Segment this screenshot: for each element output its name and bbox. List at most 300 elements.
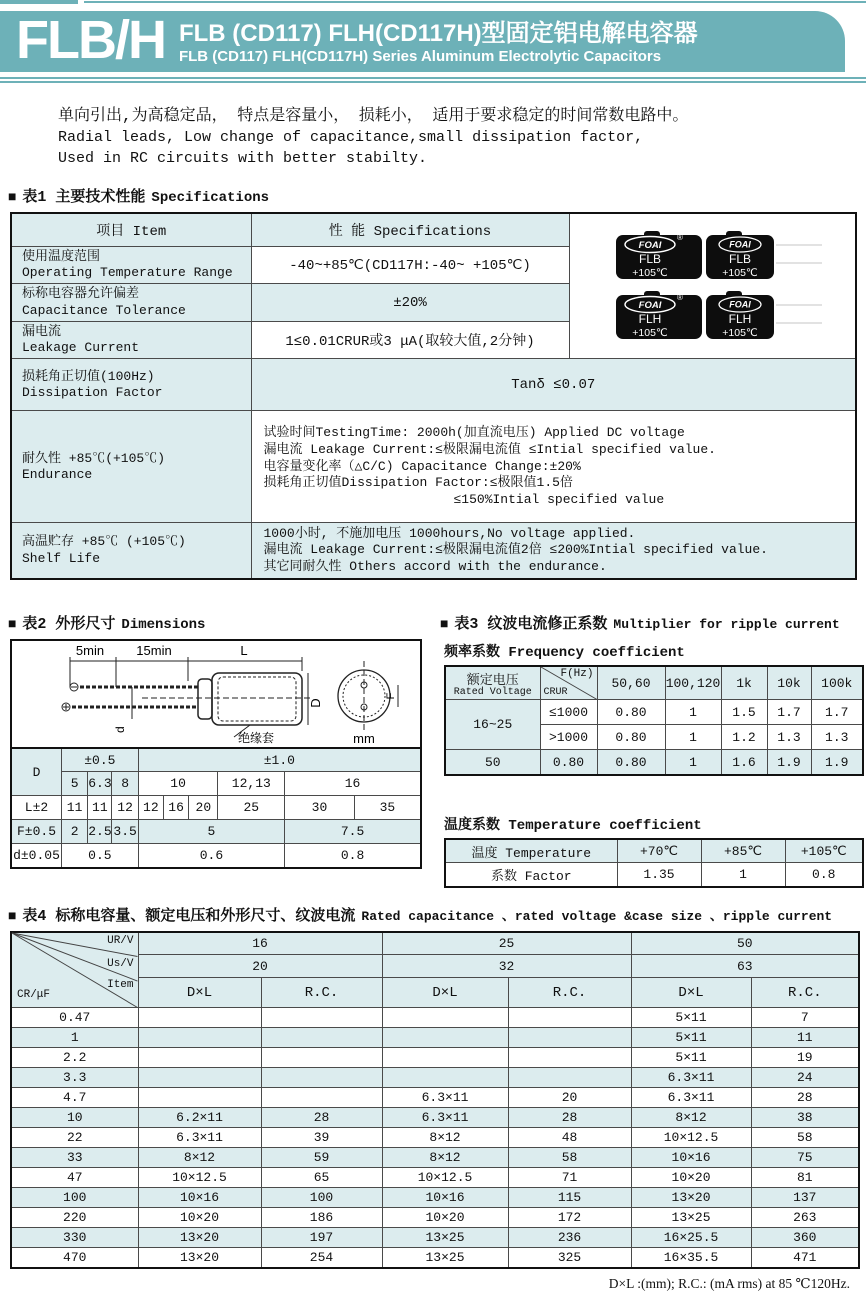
cap-temp-label: +105℃ bbox=[721, 327, 758, 340]
ratings-cell: 10×20 bbox=[631, 1168, 751, 1188]
dim-l-value: 20 bbox=[189, 796, 218, 820]
dim-l-label: L bbox=[240, 642, 248, 658]
ratings-cell bbox=[261, 1008, 382, 1028]
ratings-cell: 6.3×11 bbox=[631, 1068, 751, 1088]
table-row bbox=[445, 700, 863, 725]
capacitance-axis: CR/μF bbox=[17, 989, 51, 1002]
ratings-row bbox=[11, 1108, 859, 1128]
capacitor-photos-cell bbox=[569, 213, 856, 359]
dim-dlead-value: 0.6 bbox=[138, 844, 284, 868]
ratings-cell: 59 bbox=[261, 1148, 382, 1168]
brand-logo: FOAI bbox=[728, 299, 751, 310]
banner-title-cn: FLB (CD117) FLH(CD117H)型固定铝电解电容器 bbox=[178, 20, 698, 48]
brand-logo: FOAI bbox=[638, 300, 661, 312]
dim-f-value: 2.5 bbox=[88, 820, 112, 844]
freq-col: 1k bbox=[721, 666, 767, 700]
dim-f-header: F±0.5 bbox=[11, 820, 61, 844]
ratings-cell: 5×11 bbox=[631, 1008, 751, 1028]
ripple-column bbox=[432, 596, 866, 888]
freq-cell: ≤1000 bbox=[540, 700, 597, 725]
ratings-cell: 58 bbox=[751, 1128, 859, 1148]
brand-logo: FOAI bbox=[728, 239, 751, 250]
item-en: Shelf Life bbox=[22, 550, 101, 566]
table3-heading-en: Multiplier for ripple current bbox=[613, 616, 840, 632]
spec-value: 1≤0.01CRUR或3 μA(取较大值,2分钟) bbox=[251, 321, 569, 359]
series-banner bbox=[0, 11, 845, 72]
ratings-cell: 2.2 bbox=[11, 1048, 138, 1068]
dim-size: 12,13 bbox=[218, 772, 285, 796]
col-header-spec: 性 能 Specifications bbox=[251, 213, 569, 246]
shelf-line: 1000小时, 不施加电压 1000hours,No voltage applied. bbox=[263, 525, 636, 541]
ratings-cell: 16×35.5 bbox=[631, 1248, 751, 1268]
top-rule bbox=[0, 0, 866, 6]
temp-header: +105℃ bbox=[785, 839, 863, 863]
freq-cell: 1.6 bbox=[721, 750, 767, 775]
ratings-cell: 10×20 bbox=[138, 1208, 261, 1228]
ratings-cell: 13×20 bbox=[138, 1248, 261, 1268]
sleeve-label: 绝缘套 bbox=[238, 730, 275, 745]
col-header-item: 项目 Item bbox=[11, 213, 251, 246]
ratings-cell: 6.3×11 bbox=[382, 1088, 508, 1108]
ratings-cell: 10×16 bbox=[382, 1188, 508, 1208]
dimensions-column bbox=[0, 596, 432, 888]
ratings-row bbox=[11, 1028, 859, 1048]
section-bullet-icon: ■ bbox=[8, 190, 17, 207]
ratings-cell: 5×11 bbox=[631, 1028, 751, 1048]
dim-l-value: 12 bbox=[112, 796, 138, 820]
surge-voltage-value: 20 bbox=[138, 955, 382, 978]
ratings-cell: 13×25 bbox=[631, 1208, 751, 1228]
ratings-cell: 10×16 bbox=[631, 1148, 751, 1168]
ratings-table-body bbox=[11, 1008, 859, 1268]
top-rule-segment bbox=[0, 0, 78, 4]
ratings-cell: 115 bbox=[508, 1188, 631, 1208]
ratings-cell: 220 bbox=[11, 1208, 138, 1228]
ratings-cell: 6.3×11 bbox=[631, 1088, 751, 1108]
ratings-cell bbox=[261, 1068, 382, 1088]
intro-en2: Used in RC circuits with better stabilty. bbox=[58, 150, 428, 168]
ratings-cell: 28 bbox=[751, 1088, 859, 1108]
table4-heading-en: Rated capacitance 、rated voltage &case size 、ripple current bbox=[361, 908, 833, 924]
ratings-cell: 65 bbox=[261, 1168, 382, 1188]
middle-section bbox=[0, 596, 866, 888]
ratings-cell: 6.2×11 bbox=[138, 1108, 261, 1128]
freq-cell: 1.5 bbox=[721, 700, 767, 725]
ratings-cell: 471 bbox=[751, 1248, 859, 1268]
ratings-cell: 137 bbox=[751, 1188, 859, 1208]
section-bullet-icon: ■ bbox=[440, 616, 449, 633]
dim-5min-label: 5min bbox=[75, 642, 105, 658]
dim-size: 16 bbox=[285, 772, 421, 796]
ratings-cell: 197 bbox=[261, 1228, 382, 1248]
freq-cell: 1 bbox=[665, 725, 721, 750]
table-row bbox=[11, 411, 856, 523]
table-row bbox=[445, 863, 863, 887]
ratings-row bbox=[11, 1128, 859, 1148]
section-bullet-icon: ■ bbox=[8, 616, 17, 633]
freq-col: 100k bbox=[811, 666, 863, 700]
freq-cell: 1.7 bbox=[767, 700, 811, 725]
freq-cell: 0.80 bbox=[597, 750, 665, 775]
ratings-cell: 263 bbox=[751, 1208, 859, 1228]
section-bullet-icon: ■ bbox=[8, 908, 17, 925]
ratings-cell: 38 bbox=[751, 1108, 859, 1128]
spec-item-label bbox=[11, 321, 251, 359]
freq-cell: 50 bbox=[445, 750, 540, 775]
table-row bbox=[11, 748, 421, 772]
ratings-cell: 13×20 bbox=[138, 1228, 261, 1248]
table1-heading-cn: 表1 主要技术性能 bbox=[22, 189, 146, 207]
brand-logo: FOAI bbox=[638, 240, 661, 252]
endurance-line: 电容量变化率（△C/C) Capacitance Change:±20% bbox=[263, 458, 581, 474]
freq-coefficient-subtitle: 频率系数 Frequency coefficient bbox=[444, 644, 685, 661]
ratings-cell: 24 bbox=[751, 1068, 859, 1088]
ratings-cell: 10×12.5 bbox=[631, 1128, 751, 1148]
ratings-cell: 75 bbox=[751, 1148, 859, 1168]
rated-voltage-value: 16 bbox=[138, 932, 382, 955]
ratings-cell bbox=[382, 1028, 508, 1048]
ratings-cell: 360 bbox=[751, 1228, 859, 1248]
capacitor-image-flh bbox=[614, 290, 824, 342]
item-col-header: R.C. bbox=[751, 978, 859, 1008]
dim-l-value: 25 bbox=[218, 796, 285, 820]
dim-15min-label: 15min bbox=[136, 642, 172, 658]
spec-value: -40~+85℃(CD117H:-40~ +105℃) bbox=[251, 246, 569, 284]
ratings-cell: 10×16 bbox=[138, 1188, 261, 1208]
registered-mark: ® bbox=[676, 293, 683, 303]
ratings-cell bbox=[508, 1068, 631, 1088]
dim-l-value: 11 bbox=[61, 796, 87, 820]
ratings-cell: 13×20 bbox=[631, 1188, 751, 1208]
ratings-cell: 13×25 bbox=[382, 1248, 508, 1268]
dim-tolerance: ±0.5 bbox=[61, 748, 138, 772]
ratings-row bbox=[11, 1248, 859, 1268]
ratings-row bbox=[11, 1168, 859, 1188]
table-row bbox=[11, 796, 421, 820]
ratings-row bbox=[11, 1208, 859, 1228]
table4-heading bbox=[8, 904, 866, 925]
cap-temp-label: +105℃ bbox=[631, 327, 668, 340]
table-row bbox=[11, 955, 859, 978]
ratings-cell: 254 bbox=[261, 1248, 382, 1268]
table-row bbox=[445, 666, 863, 700]
table-row bbox=[11, 772, 421, 796]
table-row bbox=[11, 213, 856, 246]
surge-voltage-value: 32 bbox=[382, 955, 631, 978]
table-row bbox=[11, 844, 421, 868]
corner-diagonal-cell bbox=[11, 932, 138, 1008]
freq-axis-label: F(Hz) bbox=[560, 667, 594, 680]
dim-dlead-value: 0.8 bbox=[285, 844, 421, 868]
item-cn: 耐久性 +85℃(+105℃) bbox=[22, 450, 166, 466]
banner-title-en: FLB (CD117) FLH(CD117H) Series Aluminum Electrolytic Capacitors bbox=[178, 47, 662, 65]
temp-coefficient-subtitle: 温度系数 Temperature coefficient bbox=[444, 817, 702, 834]
ratings-cell: 325 bbox=[508, 1248, 631, 1268]
ratings-cell: 33 bbox=[11, 1148, 138, 1168]
ratings-row bbox=[11, 1228, 859, 1248]
ratings-cell: 16×25.5 bbox=[631, 1228, 751, 1248]
capacitor-image-flb bbox=[614, 230, 824, 282]
ratings-cell: 7 bbox=[751, 1008, 859, 1028]
intro-cn: 单向引出,为高稳定品， 特点是容量小， 损耗小， 适用于要求稳定的时间常数电路中。 bbox=[58, 107, 689, 125]
table-row bbox=[11, 523, 856, 579]
ratings-cell: 1 bbox=[11, 1028, 138, 1048]
ratings-cell: 58 bbox=[508, 1148, 631, 1168]
table4-heading-cn: 表4 标称电容量、额定电压和外形尺寸、纹波电流 bbox=[22, 907, 356, 925]
ratings-cell: 20 bbox=[508, 1088, 631, 1108]
ratings-cell bbox=[508, 1048, 631, 1068]
freq-cell: 1.3 bbox=[811, 725, 863, 750]
ratings-table bbox=[10, 931, 860, 1269]
cap-series-label: FLH bbox=[638, 312, 661, 327]
capacitor-outline-drawing bbox=[12, 641, 420, 745]
temp-factor: 系数 Factor bbox=[445, 863, 617, 887]
item-col-header: D×L bbox=[382, 978, 508, 1008]
ratings-row bbox=[11, 1048, 859, 1068]
units-footnote: D×L :(mm); R.C.: (mA rms) at 85 ℃120Hz. bbox=[608, 1275, 850, 1291]
dim-l-value: 16 bbox=[163, 796, 188, 820]
ratings-cell bbox=[382, 1068, 508, 1088]
ratings-cell bbox=[261, 1048, 382, 1068]
item-en: Endurance bbox=[22, 466, 93, 482]
ratings-cell: 13×25 bbox=[382, 1228, 508, 1248]
intro-en1: Radial leads, Low change of capacitance,small dissipation factor, bbox=[58, 129, 644, 147]
freq-cell: 1.2 bbox=[721, 725, 767, 750]
ratings-cell bbox=[261, 1028, 382, 1048]
item-col-header: D×L bbox=[631, 978, 751, 1008]
ratings-cell: 330 bbox=[11, 1228, 138, 1248]
rated-voltage-header bbox=[445, 666, 540, 700]
cap-series-label: FLB bbox=[638, 252, 661, 267]
item-en: Operating Temperature Range bbox=[22, 265, 233, 281]
freq-col: 100,120 bbox=[665, 666, 721, 700]
temp-factor: 1 bbox=[701, 863, 785, 887]
rated-voltage-value: 50 bbox=[631, 932, 859, 955]
table2-heading-cn: 表2 外形尺寸 bbox=[22, 615, 116, 633]
registered-mark: ® bbox=[676, 233, 683, 243]
dim-f-value: 3.5 bbox=[112, 820, 138, 844]
dimension-table bbox=[10, 747, 422, 869]
item-col-header: R.C. bbox=[261, 978, 382, 1008]
table2-heading-en: Dimensions bbox=[121, 616, 206, 633]
freq-cell: 1.7 bbox=[811, 700, 863, 725]
ratings-cell: 186 bbox=[261, 1208, 382, 1228]
ratings-cell: 470 bbox=[11, 1248, 138, 1268]
endurance-line: 试验时间TestingTime: 2000h(加直流电压) Applied DC voltage bbox=[263, 425, 685, 441]
ratings-cell: 39 bbox=[261, 1128, 382, 1148]
spec-item-label bbox=[11, 359, 251, 411]
ratings-cell bbox=[138, 1088, 261, 1108]
freq-cell: 0.80 bbox=[597, 700, 665, 725]
freq-cell: >1000 bbox=[540, 725, 597, 750]
spec-value: ±20% bbox=[251, 284, 569, 322]
intro-paragraph bbox=[58, 105, 866, 169]
ratings-row bbox=[11, 1008, 859, 1028]
temp-header: 温度 Temperature bbox=[445, 839, 617, 863]
item-en: Dissipation Factor bbox=[22, 384, 163, 400]
unit-label: mm bbox=[353, 730, 375, 746]
dim-size: 5 bbox=[61, 772, 87, 796]
table1-heading-en: Specifications bbox=[151, 190, 270, 207]
dim-d-small-label: d bbox=[113, 726, 127, 733]
ratings-cell: 10 bbox=[11, 1108, 138, 1128]
dim-l-value: 30 bbox=[285, 796, 355, 820]
dim-tolerance: ±1.0 bbox=[138, 748, 421, 772]
ratings-row bbox=[11, 1068, 859, 1088]
ratings-cell: 100 bbox=[261, 1188, 382, 1208]
ratings-cell bbox=[138, 1008, 261, 1028]
cap-series-label: FLB bbox=[728, 252, 751, 267]
freq-cell: 0.80 bbox=[540, 750, 597, 775]
spec-item-label bbox=[11, 523, 251, 579]
cap-temp-label: +105℃ bbox=[631, 267, 668, 280]
surge-voltage-axis: Us/V bbox=[107, 957, 134, 970]
temp-factor: 1.35 bbox=[617, 863, 701, 887]
item-cn: 损耗角正切值(100Hz) bbox=[22, 368, 155, 384]
ratings-cell bbox=[382, 1008, 508, 1028]
spec-item-label bbox=[11, 246, 251, 284]
cap-temp-label: +105℃ bbox=[721, 267, 758, 280]
ratings-cell: 8×12 bbox=[631, 1108, 751, 1128]
item-en: Leakage Current bbox=[22, 340, 140, 356]
item-en: Capacitance Tolerance bbox=[22, 302, 186, 318]
endurance-line: 漏电流 Leakage Current:≤极限漏电流值 ≤Intial specified value. bbox=[263, 441, 716, 457]
freq-cell: 1 bbox=[665, 700, 721, 725]
dim-f-value: 5 bbox=[138, 820, 284, 844]
series-code: FLB/H bbox=[16, 9, 165, 70]
ratings-cell: 28 bbox=[261, 1108, 382, 1128]
freq-cell: 1.9 bbox=[767, 750, 811, 775]
ratings-cell: 8×12 bbox=[382, 1148, 508, 1168]
ratings-cell: 8×12 bbox=[382, 1128, 508, 1148]
ratings-cell bbox=[508, 1028, 631, 1048]
ratings-cell: 48 bbox=[508, 1128, 631, 1148]
ratings-cell bbox=[138, 1028, 261, 1048]
surge-voltage-value: 63 bbox=[631, 955, 859, 978]
ratings-cell: 81 bbox=[751, 1168, 859, 1188]
table-row bbox=[11, 359, 856, 411]
item-cn: 使用温度范围 bbox=[22, 248, 101, 264]
freq-cell: 1.3 bbox=[767, 725, 811, 750]
voltage-group: 16~25 bbox=[445, 700, 540, 750]
endurance-value bbox=[251, 411, 856, 523]
freq-diagonal-header bbox=[540, 666, 597, 700]
endurance-line: ≤150%Intial specified value bbox=[453, 491, 665, 507]
dimension-drawing bbox=[10, 639, 422, 747]
dim-l-value: 12 bbox=[138, 796, 163, 820]
item-axis: Item bbox=[107, 978, 134, 991]
spec-value: Tanδ ≤0.07 bbox=[251, 359, 856, 411]
dim-d-big-label: D bbox=[308, 698, 323, 708]
ratings-cell: 10×12.5 bbox=[138, 1168, 261, 1188]
dim-size: 10 bbox=[138, 772, 218, 796]
rated-voltage-axis: UR/V bbox=[107, 934, 134, 947]
ratings-cell: 22 bbox=[11, 1128, 138, 1148]
dim-f-value: 7.5 bbox=[285, 820, 421, 844]
dim-size: 8 bbox=[112, 772, 138, 796]
rated-voltage-value: 25 bbox=[382, 932, 631, 955]
ratings-row bbox=[11, 1088, 859, 1108]
table3-heading bbox=[440, 612, 866, 633]
ratings-cell: 28 bbox=[508, 1108, 631, 1128]
ratings-cell bbox=[382, 1048, 508, 1068]
banner-titles bbox=[179, 18, 698, 65]
item-cn: 标称电容器允许偏差 bbox=[22, 286, 140, 302]
ratings-cell: 6.3×11 bbox=[138, 1128, 261, 1148]
dim-f-value: 2 bbox=[61, 820, 87, 844]
ratings-row bbox=[11, 1188, 859, 1208]
dim-size: 6.3 bbox=[88, 772, 112, 796]
ratings-table-head bbox=[11, 932, 859, 1008]
temp-factor: 0.8 bbox=[785, 863, 863, 887]
freq-cell: 0.80 bbox=[597, 725, 665, 750]
table-row bbox=[11, 932, 859, 955]
dim-l-value: 35 bbox=[354, 796, 421, 820]
table3-heading-cn: 表3 纹波电流修正系数 bbox=[454, 615, 608, 633]
endurance-line: 损耗角正切值Dissipation Factor:≤极限值1.5倍 bbox=[263, 475, 573, 491]
crur-axis-label: CRUR bbox=[543, 687, 568, 699]
dim-dlead-value: 0.5 bbox=[61, 844, 138, 868]
table1-heading bbox=[8, 185, 866, 206]
freq-col: 10k bbox=[767, 666, 811, 700]
dim-l-header: L±2 bbox=[11, 796, 61, 820]
ratings-cell bbox=[261, 1088, 382, 1108]
ratings-cell: 172 bbox=[508, 1208, 631, 1228]
ratings-cell bbox=[138, 1048, 261, 1068]
specifications-table bbox=[10, 212, 857, 580]
dim-d-header: D bbox=[11, 748, 61, 796]
freq-cell: 1 bbox=[665, 750, 721, 775]
ratings-row bbox=[11, 1148, 859, 1168]
cap-series-label: FLH bbox=[728, 312, 751, 327]
table-row bbox=[11, 820, 421, 844]
temp-header: +70℃ bbox=[617, 839, 701, 863]
ratings-cell: 6.3×11 bbox=[382, 1108, 508, 1128]
ratings-cell: 10×20 bbox=[382, 1208, 508, 1228]
freq-cell: 1.9 bbox=[811, 750, 863, 775]
table-row bbox=[11, 978, 859, 1008]
ratings-cell bbox=[138, 1068, 261, 1088]
item-col-header: D×L bbox=[138, 978, 261, 1008]
ratings-cell: 3.3 bbox=[11, 1068, 138, 1088]
temp-header: +85℃ bbox=[701, 839, 785, 863]
ratings-cell: 236 bbox=[508, 1228, 631, 1248]
dim-dlead-header: d±0.05 bbox=[11, 844, 61, 868]
shelf-line: 漏电流 Leakage Current:≤极限漏电流值2倍 ≤200%Intial specified value. bbox=[263, 542, 768, 558]
top-rule-line bbox=[84, 1, 866, 3]
ratings-cell: 5×11 bbox=[631, 1048, 751, 1068]
dim-l-value: 11 bbox=[88, 796, 112, 820]
ratings-cell: 19 bbox=[751, 1048, 859, 1068]
shelf-line: 其它同耐久性 Others accord with the endurance. bbox=[263, 558, 607, 574]
ratings-cell bbox=[508, 1008, 631, 1028]
freq-col: 50,60 bbox=[597, 666, 665, 700]
capacitor-photos bbox=[576, 230, 850, 342]
shelf-life-value bbox=[251, 523, 856, 579]
rated-voltage-cn: 额定电压 bbox=[466, 672, 519, 688]
frequency-coefficient-table bbox=[444, 665, 864, 776]
rated-voltage-en: Rated Voltage bbox=[453, 686, 532, 698]
ratings-cell: 47 bbox=[11, 1168, 138, 1188]
temperature-coefficient-table bbox=[444, 838, 864, 888]
ratings-cell: 100 bbox=[11, 1188, 138, 1208]
table-row bbox=[445, 839, 863, 863]
ratings-cell: 8×12 bbox=[138, 1148, 261, 1168]
ratings-cell: 71 bbox=[508, 1168, 631, 1188]
spec-item-label bbox=[11, 411, 251, 523]
ratings-cell: 0.47 bbox=[11, 1008, 138, 1028]
banner-underline bbox=[0, 77, 866, 83]
